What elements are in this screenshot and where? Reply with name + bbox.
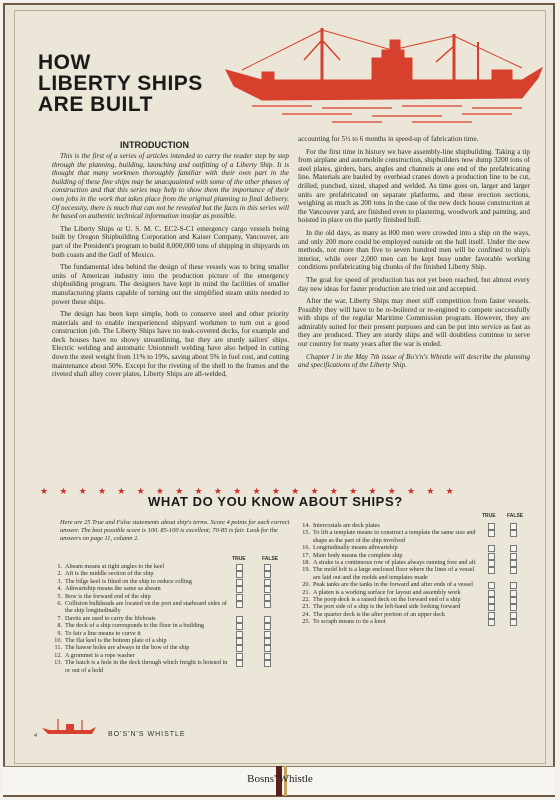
false-checkbox[interactable]	[264, 638, 271, 645]
headline-line-1: HOW	[38, 51, 91, 74]
true-checkbox[interactable]	[236, 616, 243, 623]
false-checkbox[interactable]	[510, 590, 517, 597]
false-checkbox[interactable]	[264, 616, 271, 623]
quiz-question	[50, 630, 230, 637]
question-number: 3.	[57, 577, 62, 585]
question-text: Main body means the complete ship	[313, 551, 403, 559]
true-checkbox[interactable]	[236, 645, 243, 652]
question-number: 14.	[302, 522, 310, 529]
false-checkbox[interactable]	[510, 530, 517, 537]
true-checkbox[interactable]	[488, 604, 495, 611]
question-number: 24.	[302, 610, 310, 618]
true-checkbox[interactable]	[488, 545, 495, 552]
question-number: 18.	[302, 559, 310, 567]
false-checkbox[interactable]	[264, 579, 271, 586]
question-text: The flat keel is the bottom plate of a ship	[65, 637, 167, 645]
false-checkbox[interactable]	[264, 645, 271, 652]
true-header-right: TRUE	[482, 513, 496, 519]
body-paragraph: accounting for 5½ to 6 months in speed-up of fabrication time.	[298, 135, 479, 143]
question-number: 23.	[302, 603, 310, 611]
body-paragraph: After the war, Liberty Ships may meet stiff competition from faster vessels. Possibly they will have to be re-boilered or re-engined to compete successfully with ships of the regular Maritime Commission program. However, they are admirably suited for their present purposes and can be put into service as fast as they are produced. They are sturdy ships and will doubtless continue to serve our country for many years after the war is ended.	[298, 297, 530, 349]
true-checkbox[interactable]	[236, 601, 243, 608]
question-number: 21.	[302, 588, 310, 596]
liberty-ship-illustration	[222, 20, 548, 130]
question-number: 15.	[302, 529, 310, 537]
footer-publication-name: BO'S'N'S WHISTLE	[108, 731, 186, 738]
star-row: ★ ★ ★ ★ ★ ★ ★ ★ ★ ★ ★ ★ ★ ★ ★ ★ ★ ★ ★ ★ ★ ★	[40, 486, 454, 496]
true-checkbox[interactable]	[488, 619, 495, 626]
question-text: To scraph means to tie a knot	[313, 618, 386, 626]
quiz-question	[298, 611, 482, 618]
right-article-column	[298, 135, 530, 374]
question-text: Aft is the middle section of the ship	[65, 570, 154, 578]
question-text: The hawse holes are always in the bow of the ship	[65, 644, 190, 652]
true-checkbox[interactable]	[488, 553, 495, 560]
quiz-question	[298, 559, 482, 566]
question-text: The poop deck is a raised deck on the forward end of a ship	[313, 596, 461, 604]
quiz-questions-right	[298, 522, 530, 626]
next-chapter-note: Chapter I in the May 7th issue of Bo's'n's Whistle will describe the planning and specifications of the Liberty Ship.	[298, 352, 530, 370]
question-text: The bilge keel is fitted on the ship to reduce rolling	[65, 577, 192, 585]
question-text: The port side of a ship is the left-hand side looking forward	[313, 603, 461, 611]
false-header-left: FALSE	[262, 556, 279, 562]
body-paragraph: The fundamental idea behind the design of these vessels was to bring smaller units of American industry into the production picture of the emergency shipbuilding program. The designers have kept in mind the facilities of smaller manufacturing plants capable of turning out the simplified steam units needed to power these ships.	[52, 263, 289, 306]
page-number: 4	[34, 733, 37, 739]
true-checkbox[interactable]	[236, 653, 243, 660]
quiz-question	[50, 600, 230, 615]
question-text: A strake is a continuous row of plates always running fore and aft	[313, 559, 476, 567]
quiz-question	[50, 585, 230, 592]
false-checkbox[interactable]	[264, 623, 271, 630]
quiz-question	[50, 659, 230, 674]
intro-paragraph: This is the first of a series of articles intended to carry the reader step by step through the planning, building, launching and outfitting of a Liberty Ship. It is thought that many workmen thoroughly familiar with their own part in the building of these fine ships may be unacquainted with some of the other phases of construction and that this series may help to show them the importance of their own jobs in the work that takes place from the original planning to final delivery. Of necessity, there is much that can not be revealed but the facts in this series will be based on authentic technical information insofar as possible.	[52, 152, 289, 221]
question-text: A grommet is a rope washer	[65, 651, 135, 659]
small-ship-icon	[40, 716, 98, 736]
true-checkbox[interactable]	[488, 612, 495, 619]
quiz-question	[298, 544, 482, 551]
true-checkbox[interactable]	[488, 560, 495, 567]
question-number: 2.	[57, 570, 62, 578]
question-number: 25.	[302, 618, 310, 626]
true-checkbox[interactable]	[236, 638, 243, 645]
true-checkbox[interactable]	[236, 579, 243, 586]
quiz-questions-left	[50, 563, 280, 674]
true-checkbox[interactable]	[236, 586, 243, 593]
quiz-question	[50, 570, 230, 577]
true-checkbox[interactable]	[236, 564, 243, 571]
question-text: Davits are used to carry the lifeboats	[65, 614, 156, 622]
question-number: 1.	[57, 563, 62, 570]
quiz-question	[50, 622, 230, 629]
question-number: 7.	[57, 614, 62, 622]
quiz-question	[50, 563, 230, 570]
introduction-heading: INTRODUCTION	[120, 140, 189, 150]
quiz-question	[50, 637, 230, 644]
question-number: 12.	[54, 651, 62, 659]
true-checkbox[interactable]	[488, 582, 495, 589]
question-number: 13.	[54, 659, 62, 667]
true-checkbox[interactable]	[488, 590, 495, 597]
false-checkbox[interactable]	[264, 586, 271, 593]
question-text: The quarter deck is the after portion of an upper deck	[313, 610, 445, 618]
question-number: 10.	[54, 637, 62, 645]
question-text: The hatch is a hole in the deck through which freight is hoisted in or out of a hold	[65, 659, 228, 674]
quiz-question	[298, 603, 482, 610]
false-checkbox[interactable]	[510, 582, 517, 589]
question-text: Athwartship means the same as abeam	[65, 585, 161, 593]
quiz-question	[298, 552, 482, 559]
question-number: 22.	[302, 596, 310, 604]
false-checkbox[interactable]	[264, 660, 271, 667]
headline-line-2: LIBERTY SHIPS	[38, 72, 203, 95]
false-checkbox[interactable]	[264, 564, 271, 571]
true-checkbox[interactable]	[488, 567, 495, 574]
question-number: 5.	[57, 592, 62, 600]
left-article-column	[52, 152, 289, 383]
question-number: 6.	[57, 600, 62, 608]
false-checkbox[interactable]	[264, 601, 271, 608]
true-checkbox[interactable]	[236, 594, 243, 601]
body-paragraph: The Liberty Ships or U. S. M. C. EC2-S-C1 emergency cargo vessels being built by Oregon Shipbuilding Corporation and Kaiser Company, Vancouver, are part of the President's program to build 8,000,000 tons of shipping in shipyards on both coasts and the Gulf of Mexico.	[52, 224, 289, 259]
quiz-question	[298, 529, 482, 544]
true-checkbox[interactable]	[236, 623, 243, 630]
body-paragraph: The design has been kept simple, both to conserve steel and other priority materials and to enable inexperienced shipyard workmen to turn out a good construction job. The Liberty Ships have no teak-covered decks, for example and deck houses have no showy streamlining, but they are sturdy sailors' ships. Electric welding and automatic Unionmelt welding have also helped in cutting down the steel weight from 11% to 19%, saving about 5% in fuel cost, and cutting maintenance about 50%. Except for the riveting of the shell to the frames and the riveted shaft alley cover plates, Liberty Ships are all-welded,	[52, 310, 289, 379]
true-checkbox[interactable]	[236, 631, 243, 638]
question-number: 20.	[302, 581, 310, 589]
question-number: 11.	[54, 644, 62, 652]
image-caption: Bosns' Whistle	[247, 773, 313, 785]
quiz-question	[298, 581, 482, 588]
body-paragraph: In the old days, as many as 800 men were crowded into a ship on the ways, and only 200 more could be employed outside on the hull itself. Under the new methods, not more than five to seven hundred men will be confined to ship's interior, while over 2,000 men can be kept busy under favorable working conditions prefabricating big chunks of the finished Liberty Ship.	[298, 228, 530, 272]
true-checkbox[interactable]	[488, 523, 495, 530]
quiz-question	[298, 566, 482, 581]
question-number: 9.	[57, 629, 62, 637]
body-paragraph: For the first time in history we have assembly-line shipbuilding. Taking a tip from airplane and automobile construction, shipbuilders now dump 3200 tons of steel plates, girders, bars, angles and channels at one end of the prefabricating line. Materials are hauled by overhead cranes down a production line to be cut, drilled, punched, sized, shaped and welded. As time goes on, larger and larger units are prefabricated on separate platforms, and these erection sections, weighing as much as 200 tons in the case of the new deck house construction at the Vancouver yard, are finished even to plastering, woodwork and painting, and hoisted in place on the partly finished hull.	[298, 147, 530, 225]
false-checkbox[interactable]	[264, 631, 271, 638]
question-text: Longitudinally means athwartship	[313, 544, 398, 552]
question-number: 8.	[57, 622, 62, 630]
question-number: 19.	[302, 566, 310, 574]
question-text: The mold loft is a large enclosed floor where the lines of a vessel are laid out and the molds and templates made	[313, 566, 475, 581]
body-paragraph: The goal for speed of production has not yet been reached, but almost every day new ideas for faster production are tried out and accepted.	[298, 275, 530, 293]
question-text: The deck of a ship corresponds to the floor in a building	[65, 622, 205, 630]
question-number: 17.	[302, 551, 310, 559]
quiz-question	[50, 593, 230, 600]
question-number: 4.	[57, 585, 62, 593]
question-text: A platen is a working surface for layout and assembly work	[313, 588, 461, 596]
quiz-title: WHAT DO YOU KNOW ABOUT SHIPS?	[148, 494, 403, 509]
false-checkbox[interactable]	[264, 571, 271, 578]
false-checkbox[interactable]	[510, 597, 517, 604]
false-checkbox[interactable]	[510, 545, 517, 552]
quiz-question	[298, 589, 482, 596]
question-text: Bow is the forward end of the ship	[65, 592, 151, 600]
false-checkbox[interactable]	[264, 594, 271, 601]
false-checkbox[interactable]	[510, 553, 517, 560]
article-headline	[38, 52, 218, 115]
true-checkbox[interactable]	[236, 660, 243, 667]
question-text: Collision bulkheads are located on the port and starboard sides of the ship longitudinally	[65, 600, 227, 615]
question-text: Intercostals are deck plates	[313, 522, 380, 529]
quiz-question	[50, 652, 230, 659]
true-checkbox[interactable]	[488, 597, 495, 604]
false-checkbox[interactable]	[510, 523, 517, 530]
false-header-right: FALSE	[507, 513, 524, 519]
question-text: Peak tanks are the tanks in the forward and after ends of a vessel	[313, 581, 473, 589]
question-text: To lift a template means to construct a template the same size and shape as the part of the ship involved	[313, 529, 476, 544]
true-checkbox[interactable]	[488, 530, 495, 537]
quiz-question	[298, 618, 482, 625]
question-text: Abeam means at right angles to the keel	[65, 563, 165, 570]
quiz-question	[298, 522, 482, 529]
false-checkbox[interactable]	[264, 653, 271, 660]
quiz-instructions: Here are 25 True and False statements about ship's terms. Score 4 points for each correct answer. The best possible score is 100. 85-100 is excellent; 70-85 is fair. Look for the answers on page 11, column 2.	[60, 519, 290, 542]
false-checkbox[interactable]	[510, 560, 517, 567]
quiz-question	[50, 578, 230, 585]
quiz-question	[298, 596, 482, 603]
headline-line-3: ARE BUILT	[38, 93, 153, 116]
true-checkbox[interactable]	[236, 571, 243, 578]
false-checkbox[interactable]	[510, 604, 517, 611]
true-header-left: TRUE	[232, 556, 246, 562]
false-checkbox[interactable]	[510, 619, 517, 626]
false-checkbox[interactable]	[510, 612, 517, 619]
quiz-question	[50, 615, 230, 622]
quiz-question	[50, 644, 230, 651]
question-text: To fair a line means to curve it	[65, 629, 141, 637]
false-checkbox[interactable]	[510, 567, 517, 574]
question-number: 16.	[302, 544, 310, 552]
